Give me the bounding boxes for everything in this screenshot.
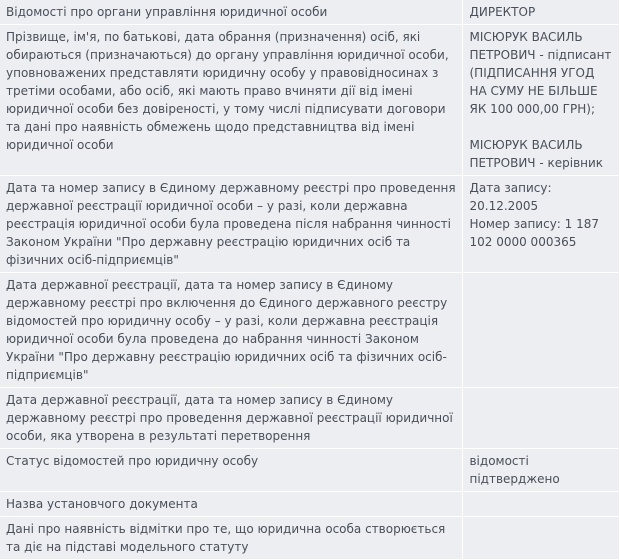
table-row bbox=[0, 492, 620, 517]
row-label: Дані про наявність відмітки про те, що юридична особа створюється та діє на підставі модельного статуту bbox=[0, 517, 463, 560]
table-row bbox=[0, 388, 620, 449]
row-value bbox=[463, 492, 620, 517]
management-body: ДИРЕКТОР bbox=[469, 5, 536, 19]
status-value: відомості підтверджено bbox=[469, 454, 560, 486]
row-value bbox=[463, 449, 620, 492]
table-row bbox=[0, 517, 620, 560]
row-value bbox=[463, 388, 620, 449]
table-row bbox=[0, 0, 620, 25]
table-row bbox=[0, 273, 620, 388]
signatory-entry: МІСЮРУК ВАСИЛЬ ПЕТРОВИЧ - підписант (ПІДПИСАННЯ УГОД НА СУМУ НЕ БІЛЬШЕ ЯК 100 000,00 ГРН); bbox=[469, 30, 612, 116]
row-value bbox=[463, 517, 620, 560]
row-value bbox=[463, 176, 620, 273]
record-date: Дата запису: 20.12.2005 bbox=[469, 181, 552, 213]
table-row bbox=[0, 176, 620, 273]
record-number: Номер запису: 1 187 102 0000 000365 bbox=[469, 217, 600, 249]
row-value bbox=[463, 25, 620, 176]
row-label: Дата державної реєстрації, дата та номер запису в Єдиному державному реєстрі про проведення державної реєстрації юридичної особи, яка утворена в результаті перетворення bbox=[0, 388, 463, 449]
row-label: Відомості про органи управління юридичної особи bbox=[0, 0, 463, 25]
row-label: Статус відомостей про юридичну особу bbox=[0, 449, 463, 492]
row-label: Дата та номер запису в Єдиному державному реєстрі про проведення державної реєстрації юридичної особи – у разі, коли державна реєстрація юридичної особи була проведена після набрання чинності Законом України "Про державну реєстрацію юридичних осіб та фізичних осіб-підприємців" bbox=[0, 176, 463, 273]
table-row bbox=[0, 25, 620, 176]
row-value bbox=[463, 0, 620, 25]
row-value bbox=[463, 273, 620, 388]
row-label: Назва установчого документа bbox=[0, 492, 463, 517]
table-row bbox=[0, 449, 620, 492]
row-label: Дата державної реєстрації, дата та номер запису в Єдиному державному реєстрі про включення до Єдиного державного реєстру відомостей про юридичну особу – у разі, коли державна реєстрація юридичної особи була проведена до набрання чинності Законом України "Про державну реєстрацію юридичних осіб та фізичних осіб-підприємців" bbox=[0, 273, 463, 388]
row-label: Прізвище, ім'я, по батькові, дата обрання (призначення) осіб, які обираються (призначаються) до органу управління юридичної особи, уповноважених представляти юридичну особу у правовідносинах з третіми особами, або осіб, які мають право вчиняти дії від імені юридичної особи без довіреності, у тому числі підписувати договори та дані про наявність обмежень щодо представництва від імені юридичної особи bbox=[0, 25, 463, 176]
head-entry: МІСЮРУК ВАСИЛЬ ПЕТРОВИЧ - керівник bbox=[469, 138, 604, 170]
